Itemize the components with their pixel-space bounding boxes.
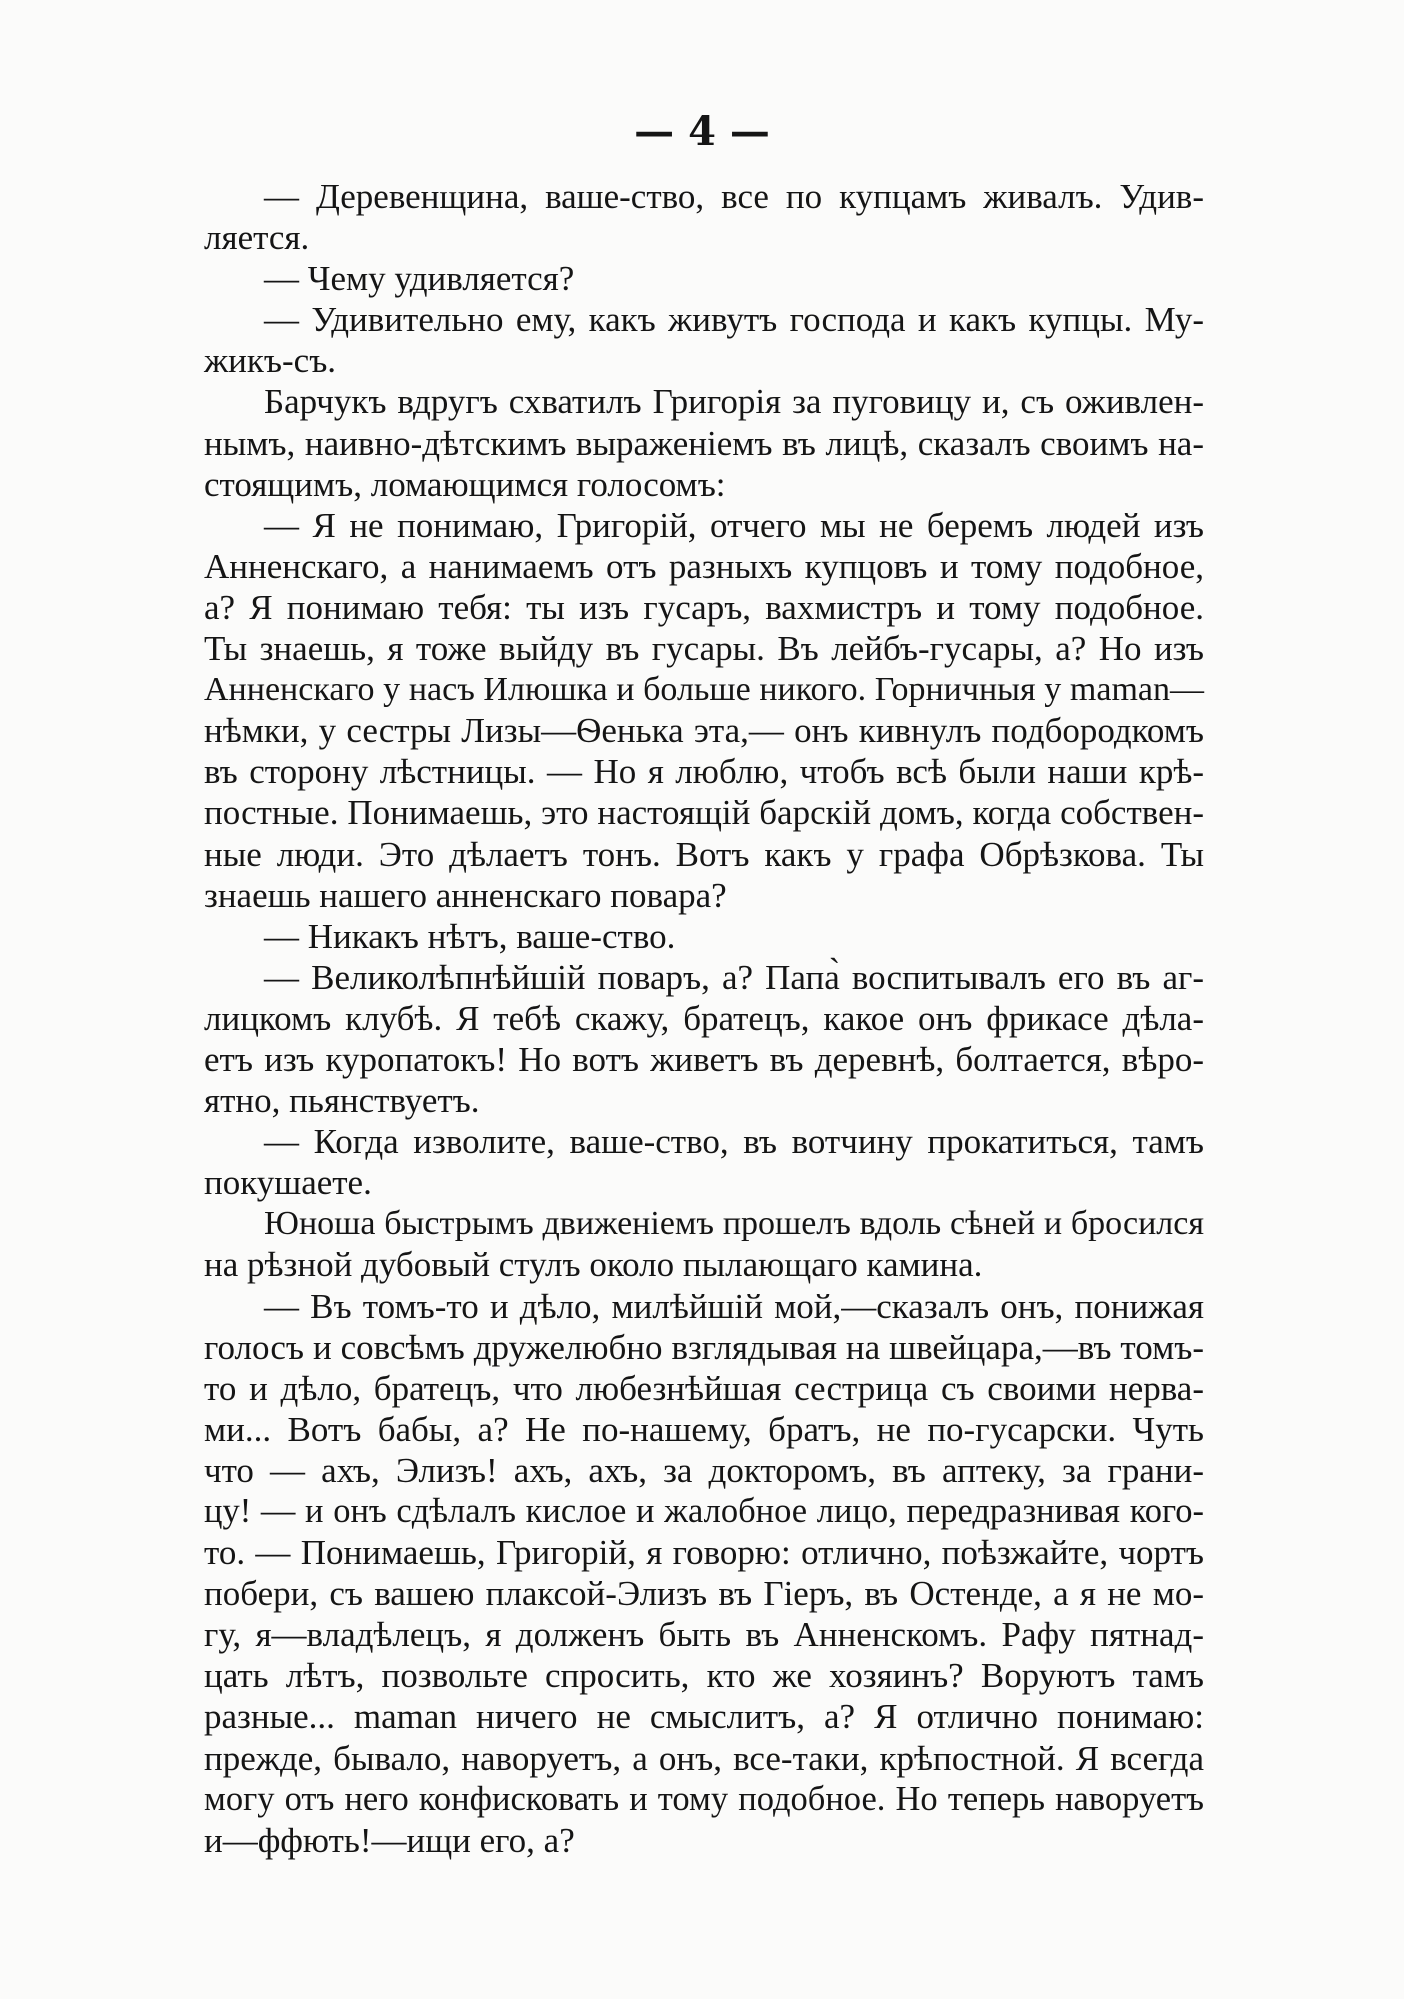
text-line: — Въ томъ-то и дѣло, милѣйшій мой,—сказалъ онъ, понижая [264,1286,1204,1326]
text-line: прежде, бывало, наворуетъ, а онъ, все-таки, крѣпостной. Я всегда [204,1738,1204,1778]
text-line: етъ изъ куропатокъ! Но вотъ живетъ въ деревнѣ, болтается, вѣро- [204,1039,1204,1079]
text-line: жикъ-съ. [204,341,337,381]
text-line: побери, съ вашею плаксой-Элизъ въ Гіеръ, въ Остенде, а я не мо- [204,1574,1204,1614]
text-line: — Великолѣпнѣйшій поваръ, а? Папа̀ воспитывалъ его въ аг- [264,957,1204,997]
text-line: а? Я понимаю тебя: ты изъ гусаръ, вахмистръ и тому подобное. [204,587,1204,627]
text-line: ми... Вотъ бабы, а? Не по-нашему, братъ, не по-гусарски. Чуть [204,1409,1204,1449]
text-line: ятно, пьянствуетъ. [204,1081,480,1121]
text-line: лицкомъ клубѣ. Я тебѣ скажу, братецъ, какое онъ фрикасе дѣла- [204,998,1204,1038]
text-line: цу! — и онъ сдѣлалъ кислое и жалобное лицо, передразнивая кого- [204,1492,1204,1530]
text-line: — Я не понимаю, Григорій, отчего мы не беремъ людей изъ [264,505,1204,545]
text-line: гу, я—владѣлецъ, я долженъ быть въ Анненскомъ. Рафу пятнад- [204,1615,1204,1655]
text-line: нѣмки, у сестры Лизы—Ѳенька эта,— онъ кивнулъ подбородкомъ [204,711,1204,751]
text-line: могу отъ него конфисковать и тому подобное. Но теперь наворуетъ [204,1779,1204,1818]
text-line: стоящимъ, ломающимся голосомъ: [204,464,726,504]
text-line: и—ффють!—ищи его, а? [204,1820,575,1860]
text-line: нымъ, наивно-дѣтскимъ выраженіемъ въ лицѣ, сказалъ своимъ на- [204,423,1204,463]
text-line: цать лѣтъ, позвольте спросить, кто же хозяинъ? Воруютъ тамъ [204,1656,1204,1696]
text-line: ные люди. Это дѣлаетъ тонъ. Вотъ какъ у графа Обрѣзкова. Ты [204,834,1204,874]
text-line: Анненскаго у насъ Илюшка и больше никого. Горничныя у maman— [204,671,1204,709]
body-text [204,176,1204,1861]
text-line: ляется. [204,218,310,258]
text-line: то и дѣло, братецъ, что любезнѣйшая сестрица съ своими нерва- [204,1368,1204,1408]
text-line: Юноша быстрымъ движеніемъ прошелъ вдоль сѣней и бросился [264,1205,1204,1243]
text-line: голосъ и совсѣмъ дружелюбно взглядывая на швейцара,—въ томъ- [204,1327,1204,1367]
text-line: — Удивительно ему, какъ живутъ господа и какъ купцы. Му- [264,300,1204,340]
text-line: — Деревенщина, ваше-ство, все по купцамъ живалъ. Удив- [264,177,1204,216]
text-line: на рѣзной дубовый стулъ около пылающаго камина. [204,1245,983,1285]
page-number: — 4 — [634,108,770,155]
text-line: разные... maman ничего не смыслитъ, а? Я отлично понимаю: [204,1697,1204,1737]
text-line: то. — Понимаешь, Григорій, я говорю: отлично, поѣзжайте, чортъ [204,1533,1204,1573]
text-line: — Когда изволите, ваше-ство, въ вотчину прокатиться, тамъ [264,1122,1204,1162]
text-line: знаешь нашего анненскаго повара? [204,875,727,915]
text-line: въ сторону лѣстницы. — Но я люблю, чтобъ всѣ были наши крѣ- [204,752,1204,792]
text-line: Ты знаешь, я тоже выйду въ гусары. Въ лейбъ-гусары, а? Но изъ [204,629,1204,669]
text-line: покушаете. [204,1163,372,1203]
text-line: — Чему удивляется? [264,259,575,299]
text-line: что — ахъ, Элизъ! ахъ, ахъ, за докторомъ, въ аптеку, за грани- [204,1450,1204,1490]
text-line: Барчукъ вдругъ схватилъ Григорія за пуговицу и, съ оживлен- [264,382,1204,422]
text-line: Анненскаго, а нанимаемъ отъ разныхъ купцовъ и тому подобное, [204,546,1204,586]
text-line: — Никакъ нѣтъ, ваше-ство. [264,916,676,956]
text-line: постные. Понимаешь, это настоящій барскій домъ, когда собствен- [204,793,1204,833]
